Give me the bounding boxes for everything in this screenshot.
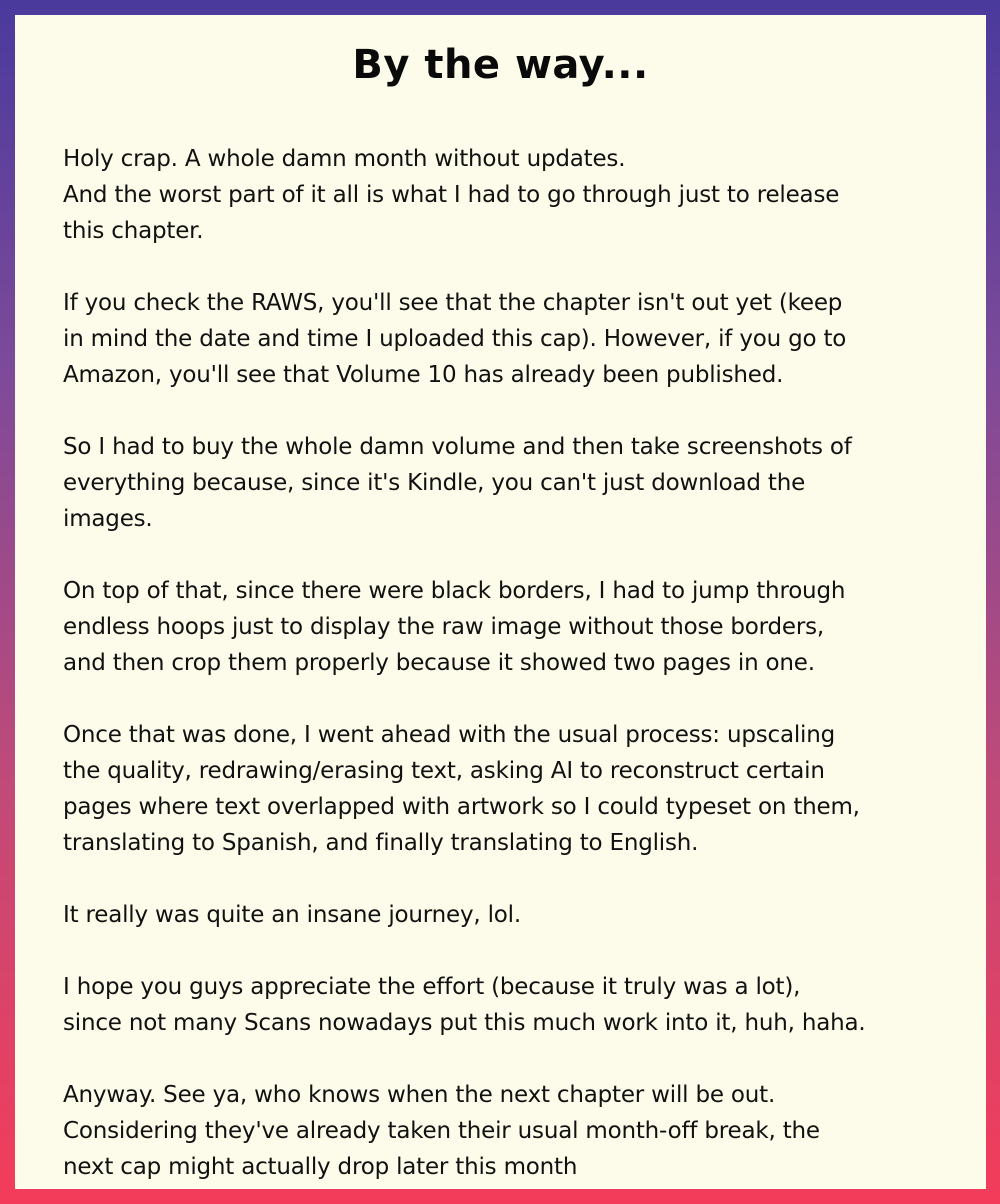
paragraph [63,717,946,861]
text-line: Holy crap. A whole damn month without updates. [63,146,626,172]
text-line: in mind the date and time I uploaded this cap). However, if you go to [63,326,847,352]
text-line: Amazon, you'll see that Volume 10 has already been published. [63,362,784,388]
paragraph [63,141,946,249]
text-line: It really was quite an insane journey, lol. [63,902,521,928]
page-title: By the way... [352,42,649,88]
paragraph [63,969,946,1041]
text-line: the quality, redrawing/erasing text, asking AI to reconstruct certain [63,758,825,784]
text-line: I hope you guys appreciate the effort (because it truly was a lot), [63,974,801,1000]
paragraph [63,429,946,537]
text-line: next cap might actually drop later this month [63,1154,578,1180]
text-line: pages where text overlapped with artwork so I could typeset on them, [63,794,860,820]
paragraph [63,573,946,681]
text-line: endless hoops just to display the raw image without those borders, [63,614,825,640]
text-line: Once that was done, I went ahead with the usual process: upscaling [63,722,836,748]
text-line: and then crop them properly because it showed two pages in one. [63,650,815,676]
text-line: Anyway. See ya, who knows when the next chapter will be out. [63,1082,776,1108]
text-line: everything because, since it's Kindle, you can't just download the [63,470,806,496]
text-line: Considering they've already taken their usual month-off break, the [63,1118,820,1144]
text-line: So I had to buy the whole damn volume and then take screenshots of [63,434,852,460]
paragraph [63,1077,946,1185]
note-body [63,141,946,1185]
text-line: On top of that, since there were black borders, I had to jump through [63,578,846,604]
text-line: If you check the RAWS, you'll see that the chapter isn't out yet (keep [63,290,843,316]
text-line: images. [63,506,153,532]
note-card [15,15,986,1189]
text-line: this chapter. [63,218,204,244]
text-line: translating to Spanish, and finally translating to English. [63,830,699,856]
text-line: since not many Scans nowadays put this much work into it, huh, haha. [63,1010,866,1036]
paragraph [63,285,946,393]
paragraph [63,897,946,933]
text-line: And the worst part of it all is what I had to go through just to release [63,182,840,208]
